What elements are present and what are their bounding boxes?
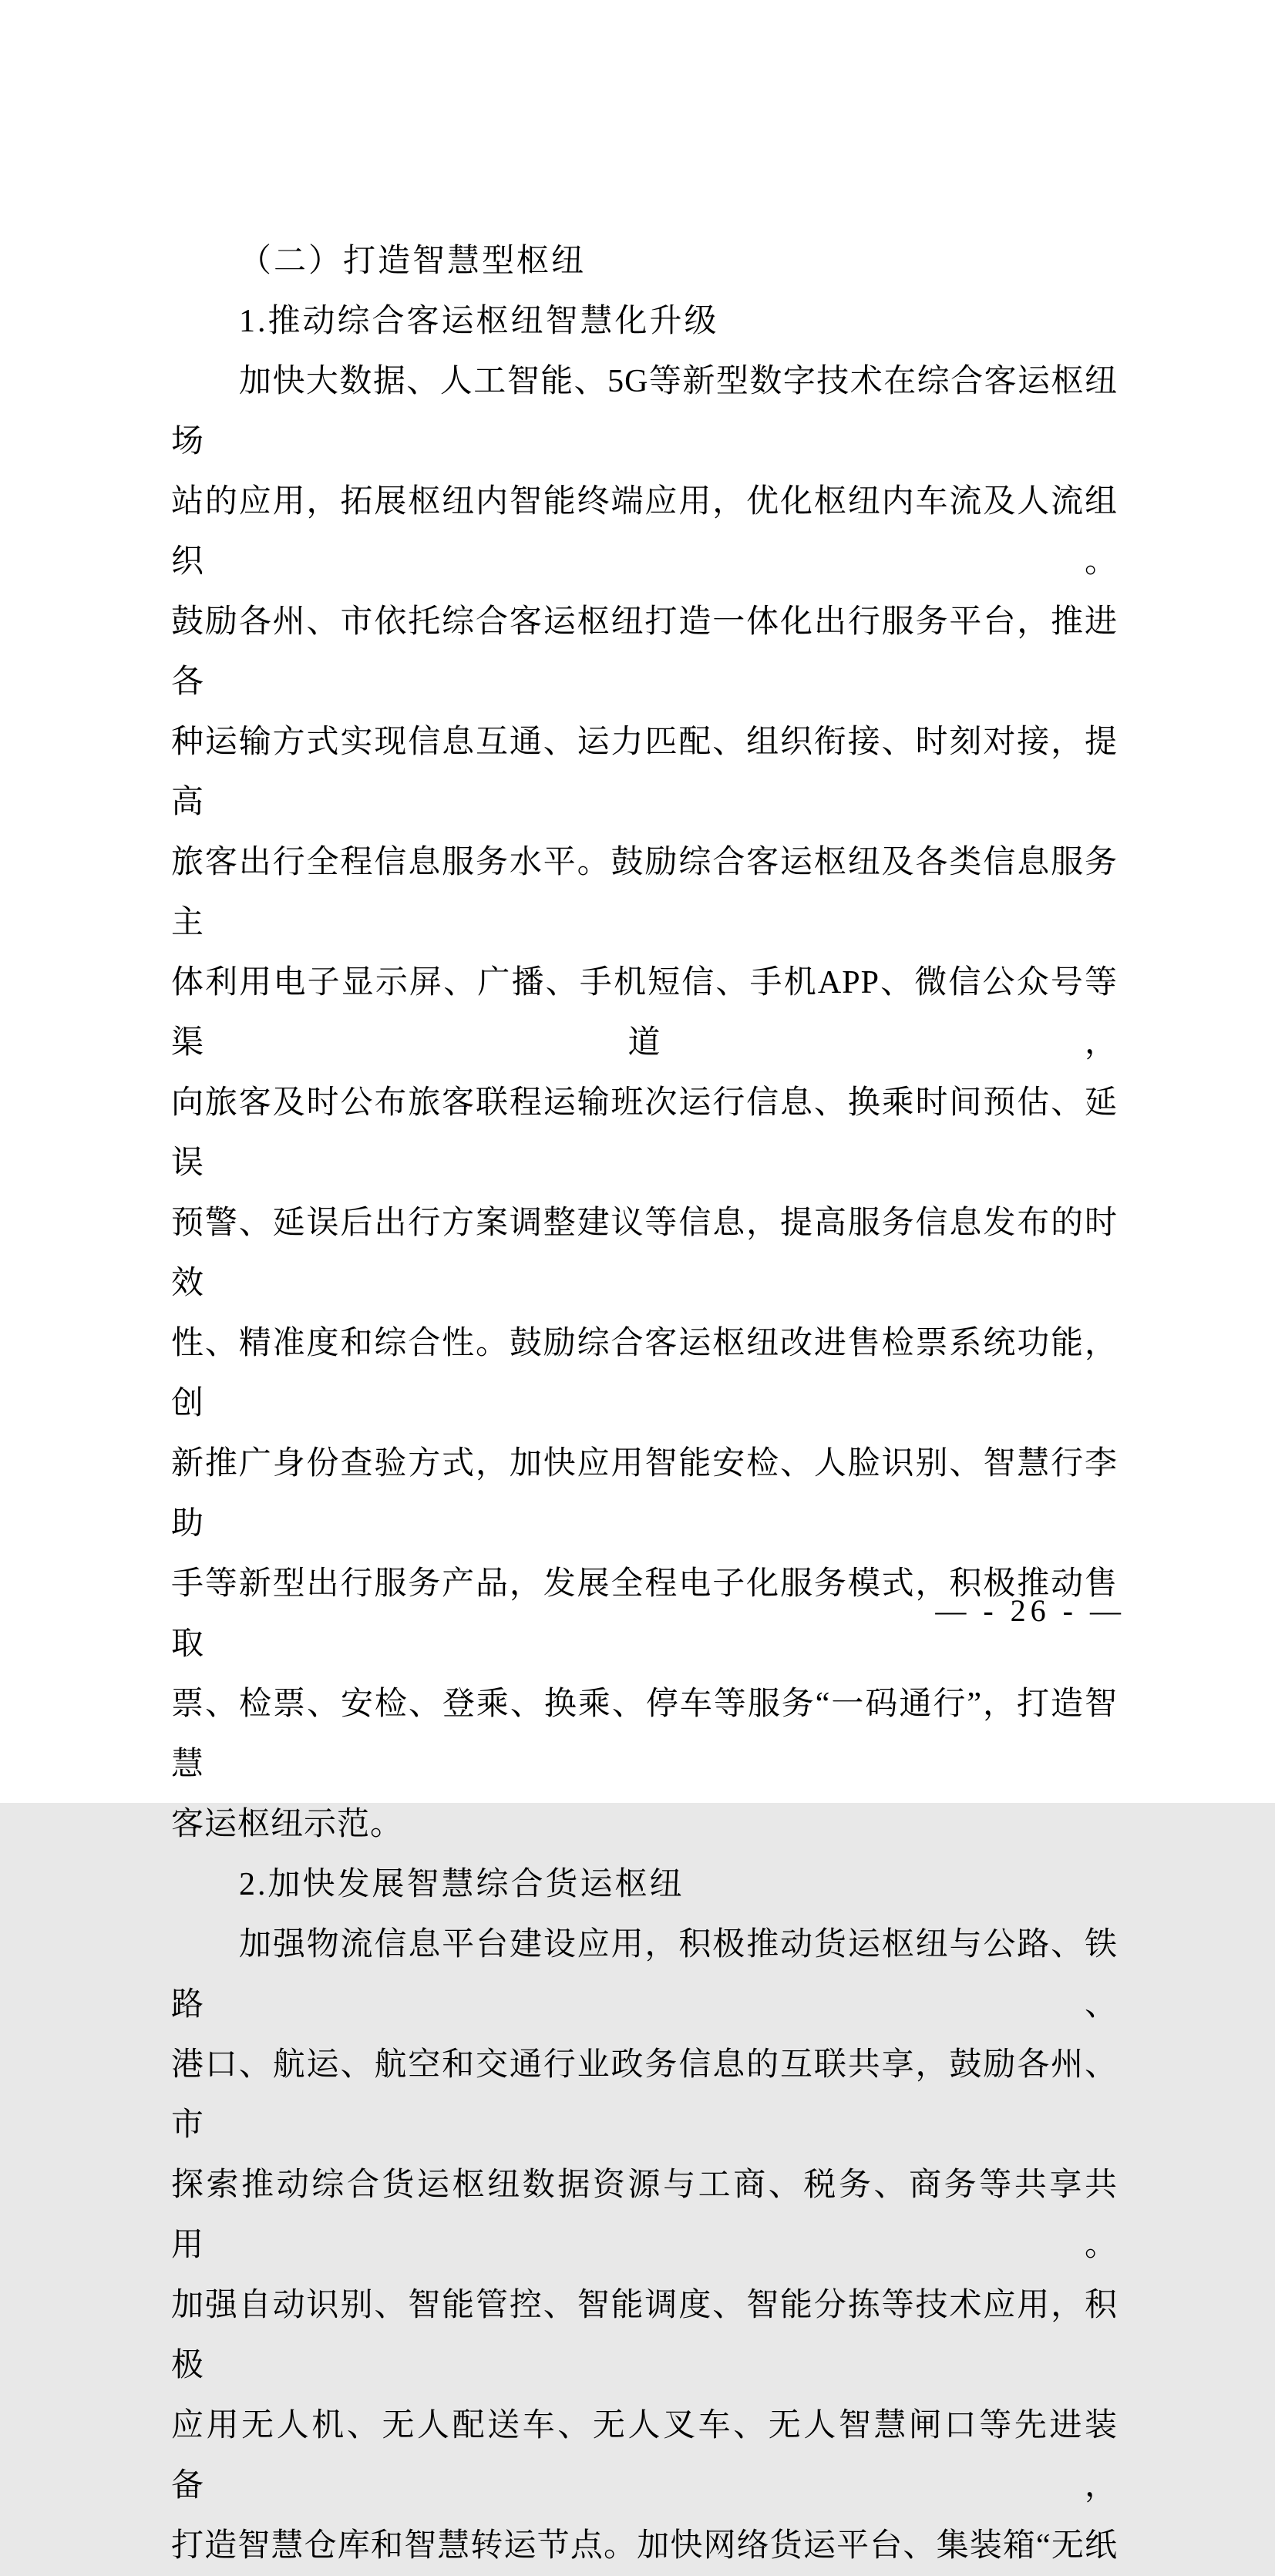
- document-body: [171, 231, 1118, 2576]
- subsection-2-heading: 2.加快发展智慧综合货运枢纽: [239, 1867, 685, 1902]
- text-line: 票、检票、安检、登乘、换乘、停车等服务“一码通行”，打造智慧: [171, 1687, 1118, 1782]
- text-line: 应用无人机、无人配送车、无人叉车、无人智慧闸口等先进装备，: [171, 2408, 1118, 2504]
- text-line: 港口、航运、航空和交通行业政务信息的互联共享，鼓励各州、市: [171, 2047, 1118, 2143]
- text-line: 手等新型出行服务产品，发展全程电子化服务模式，积极推动售取: [171, 1566, 1118, 1662]
- text-line: 体利用电子显示屏、广播、手机短信、手机APP、微信公众号等渠道，: [171, 965, 1118, 1061]
- text-line: 旅客出行全程信息服务水平。鼓励综合客运枢纽及各类信息服务主: [171, 845, 1118, 940]
- text-line: 向旅客及时公布旅客联程运输班次运行信息、换乘时间预估、延误: [171, 1085, 1118, 1181]
- text-line: 加强自动识别、智能管控、智能调度、智能分拣等技术应用，积极: [171, 2288, 1118, 2383]
- text-line: 客运枢纽示范。: [171, 1807, 404, 1842]
- text-line: 加强物流信息平台建设应用，积极推动货运枢纽与公路、铁路、: [171, 1927, 1118, 2023]
- text-line: 种运输方式实现信息互通、运力匹配、组织衔接、时刻对接，提高: [171, 725, 1118, 820]
- page-number: — - 26 - —: [935, 1593, 1125, 1628]
- text-line: 预警、延误后出行方案调整建议等信息，提高服务信息发布的时效: [171, 1206, 1118, 1301]
- text-line: 打造智慧仓库和智慧转运节点。加快网络货运平台、集装箱“无纸: [171, 2528, 1118, 2564]
- text-line: 站的应用，拓展枢纽内智能终端应用，优化枢纽内车流及人流组织。: [171, 484, 1118, 580]
- text-line: 鼓励各州、市依托综合客运枢纽打造一体化出行服务平台，推进各: [171, 604, 1118, 700]
- section-heading: （二）打造智慧型枢纽: [239, 244, 587, 279]
- text-line: 加快大数据、人工智能、5G等新型数字技术在综合客运枢纽场: [171, 364, 1118, 459]
- paragraph-2: [171, 1915, 1118, 2576]
- text-line: 新推广身份查验方式，加快应用智能安检、人脸识别、智慧行李助: [171, 1446, 1118, 1542]
- text-line: 探索推动综合货运枢纽数据资源与工商、税务、商务等共享共用。: [171, 2167, 1118, 2263]
- text-line: 性、精准度和综合性。鼓励综合客运枢纽改进售检票系统功能，创: [171, 1326, 1118, 1421]
- subsection-1-heading: 1.推动综合客运枢纽智慧化升级: [239, 304, 719, 339]
